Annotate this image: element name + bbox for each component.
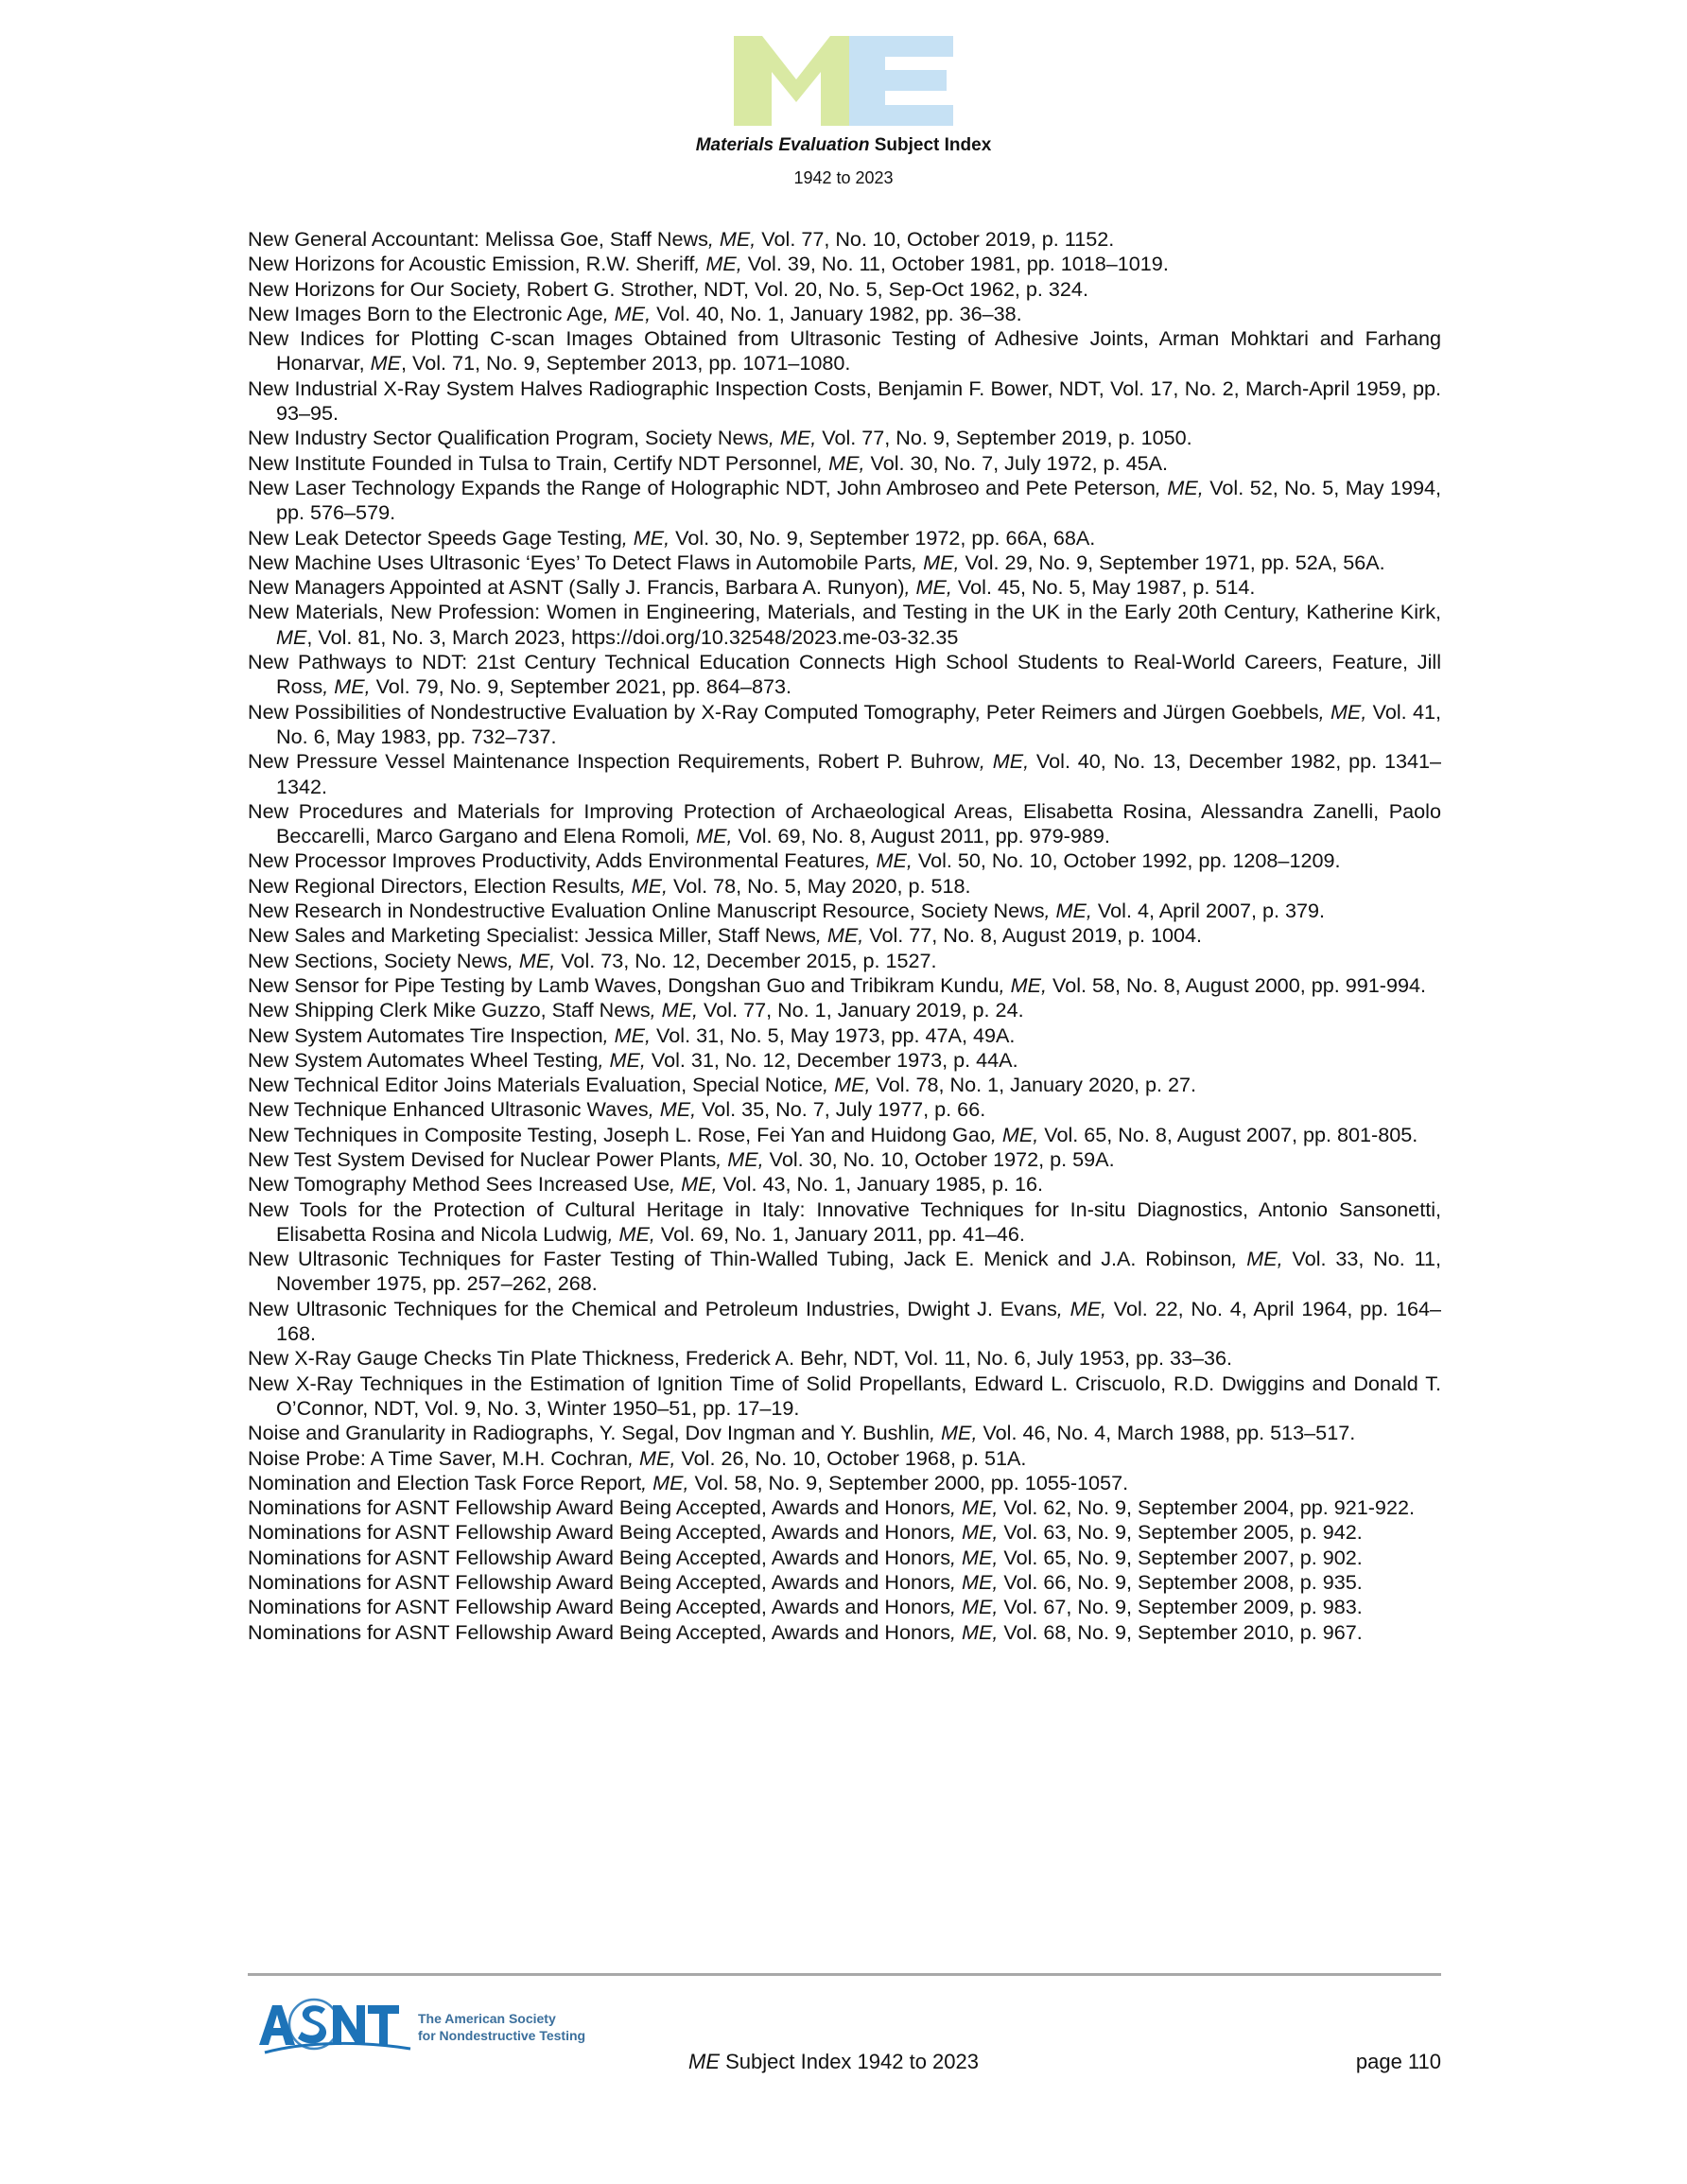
index-entry [248, 1023, 1441, 1048]
entry-title: New Industry Sector Qualification Program, Society News [248, 426, 769, 450]
entry-journal: , ME, [716, 1146, 764, 1171]
entry-citation: Vol. 45, No. 5, May 1987, p. 514. [951, 575, 1256, 600]
entry-title: New Technique Enhanced Ultrasonic Waves [248, 1097, 649, 1122]
index-entry [248, 1073, 1441, 1097]
entry-title: New Pressure Vessel Maintenance Inspection Requirements, Robert P. Buhrow [248, 749, 980, 774]
index-entry [248, 252, 1441, 276]
footer-index-title [688, 2050, 979, 2074]
entry-citation: Vol. 39, No. 11, October 1981, pp. 1018–1019. [741, 252, 1169, 276]
entry-journal: , ME, [322, 674, 371, 699]
entry-title: New Shipping Clerk Mike Guzzo, Staff News [248, 998, 651, 1022]
page-number: page 110 [1355, 2050, 1441, 2073]
index-entry [248, 1172, 1441, 1197]
entry-journal: , ME, [598, 1047, 646, 1072]
footer-divider [248, 1973, 1441, 1976]
entry-citation: Vol. 26, No. 10, October 1968, p. 51A. [675, 1445, 1027, 1470]
asnt-logo [259, 1998, 586, 2056]
entry-citation: Vol. 40, No. 1, January 1982, pp. 36–38. [651, 301, 1022, 325]
index-entry [248, 302, 1441, 326]
entry-journal: , ME, [817, 450, 865, 475]
entry-title: Nominations for ASNT Fellowship Award Being Accepted, Awards and Honors [248, 1545, 950, 1569]
entry-journal: , ME, [1318, 699, 1367, 724]
index-entry [248, 700, 1441, 750]
entry-citation: Vol. 78, No. 5, May 2020, p. 518. [668, 873, 971, 898]
index-entry [248, 1495, 1441, 1520]
index-entry [248, 1446, 1441, 1471]
entry-citation: Vol. 63, No. 9, September 2005, p. 942. [998, 1520, 1363, 1545]
logo-letter-m [734, 36, 849, 126]
index-entry [248, 1520, 1441, 1545]
entry-title: New Machine Uses Ultrasonic ‘Eyes’ To Detect Flaws in Automobile Parts [248, 550, 913, 574]
entry-citation: Vol. 31, No. 12, December 1973, p. 44A. [645, 1047, 1018, 1072]
entry-citation: Vol. 68, No. 9, September 2010, p. 967. [998, 1619, 1363, 1644]
entry-title: Nominations for ASNT Fellowship Award Being Accepted, Awards and Honors [248, 1619, 950, 1644]
index-entry [248, 227, 1441, 252]
entry-title: New Ultrasonic Techniques for the Chemical and Petroleum Industries, Dwight J. Evans [248, 1296, 1057, 1320]
entry-title: New Institute Founded in Tulsa to Train, Certify NDT Personnel [248, 450, 818, 475]
entry-journal: , ME, [694, 252, 742, 276]
entry-journal: , ME, [648, 1097, 697, 1122]
entry-journal: , ME, [864, 848, 913, 873]
index-entry [248, 1346, 1441, 1371]
index-entry [248, 575, 1441, 600]
entry-journal: , ME, [685, 824, 733, 848]
entry-journal: , ME, [1056, 1296, 1106, 1320]
entry-citation: Vol. 29, No. 9, September 1971, pp. 52A, 56A. [959, 550, 1385, 574]
index-entry [248, 1123, 1441, 1147]
entry-journal: , ME, [621, 525, 670, 550]
society-name-line1: The American Society [418, 2011, 556, 2026]
index-entry [248, 1570, 1441, 1595]
index-entry [248, 476, 1441, 526]
entry-title: New Ultrasonic Techniques for Faster Testing of Thin-Walled Tubing, Jack E. Menick and J.A. Robinson [248, 1247, 1232, 1271]
index-entry [248, 326, 1441, 376]
journal-name: Materials Evaluation [695, 135, 870, 155]
entry-title: New Tomography Method Sees Increased Use [248, 1172, 670, 1197]
entry-title: New Managers Appointed at ASNT (Sally J. Francis, Barbara A. Runyon) [248, 575, 905, 600]
title-suffix: Subject Index [869, 135, 992, 155]
footer-index-rest: Subject Index 1942 to 2023 [720, 2050, 979, 2073]
index-entry [248, 899, 1441, 923]
entry-title: New Techniques in Composite Testing, Joseph L. Rose, Fei Yan and Huidong Gao [248, 1122, 991, 1146]
entry-title: Nominations for ASNT Fellowship Award Being Accepted, Awards and Honors [248, 1495, 950, 1520]
entry-title: New Images Born to the Electronic Age [248, 301, 603, 325]
index-entry [248, 949, 1441, 973]
index-entry [248, 973, 1441, 998]
entry-journal: , ME, [1231, 1247, 1283, 1271]
entry-journal: , ME, [768, 426, 817, 450]
entry-journal: , ME, [904, 575, 952, 600]
entry-title: New System Automates Wheel Testing [248, 1047, 599, 1072]
index-entry [248, 1048, 1441, 1073]
entry-title: New Pathways to NDT: 21st Century Technical Education Connects High School Students to Real-World Careers, Feature, Jill Ross [248, 650, 1441, 699]
index-entry [248, 550, 1441, 575]
index-entry [248, 1620, 1441, 1645]
entry-journal: , ME, [950, 1619, 999, 1644]
entry-citation: Vol. 65, No. 9, September 2007, p. 902. [998, 1545, 1363, 1569]
asnt-wordmark [259, 2005, 399, 2045]
entry-citation: Vol. 79, No. 9, September 2021, pp. 864–873. [370, 674, 791, 699]
entry-title: New Sales and Marketing Specialist: Jessica Miller, Staff News [248, 923, 816, 948]
index-entry [248, 650, 1441, 700]
entry-journal: , ME, [990, 1122, 1039, 1146]
entry-journal: , ME, [628, 1445, 676, 1470]
entry-title: New General Accountant: Melissa Goe, Staff News [248, 227, 708, 251]
entry-journal: , ME, [602, 1022, 652, 1047]
entry-title: New Materials, New Profession: Women in Engineering, Materials, and Testing in the UK in the Early 20th Century, Katherine Kirk, [248, 600, 1441, 624]
index-entry [248, 426, 1441, 450]
entry-title: New Leak Detector Speeds Gage Testing [248, 525, 622, 550]
entry-title: New Industrial X-Ray System Halves Radiographic Inspection Costs, Benjamin F. Bower, NDT, Vol. 17, No. 2, March-April 1959, pp. 93–95. [248, 376, 1441, 426]
entry-citation: Vol. 73, No. 12, December 2015, p. 1527. [555, 948, 937, 972]
index-entry [248, 998, 1441, 1022]
entry-title: New Sensor for Pipe Testing by Lamb Waves, Dongshan Guo and Tribikram Kundu [248, 972, 1000, 997]
entry-title: New X-Ray Gauge Checks Tin Plate Thickness, Frederick A. Behr, NDT, Vol. 11, No. 6, July 1953, pp. 33–36. [248, 1346, 1233, 1371]
entry-journal: , ME, [950, 1570, 999, 1595]
entry-citation: Vol. 43, No. 1, January 1985, p. 16. [717, 1172, 1044, 1197]
entry-journal: , ME, [507, 948, 556, 972]
index-title [0, 135, 1687, 156]
entry-citation: Vol. 77, No. 1, January 2019, p. 24. [698, 998, 1024, 1022]
entry-title: New Sections, Society News [248, 948, 508, 972]
entry-journal: , ME, [670, 1172, 718, 1197]
entry-title: New Tools for the Protection of Cultural Heritage in Italy: Innovative Techniques for In-situ Diagnostics, Antonio Sansonetti, Elisabetta Rosina and Nicola Ludwig [248, 1197, 1441, 1246]
entry-citation: Vol. 62, No. 9, September 2004, pp. 921-922. [998, 1495, 1415, 1520]
entry-citation: Vol. 77, No. 9, September 2019, p. 1050. [816, 426, 1192, 450]
entry-title: Nominations for ASNT Fellowship Award Being Accepted, Awards and Honors [248, 1595, 950, 1619]
entry-journal: , ME, [1044, 899, 1092, 923]
entry-citation: Vol. 46, No. 4, March 1988, pp. 513–517. [977, 1421, 1356, 1445]
entry-journal: , ME, [641, 1470, 689, 1494]
index-entries [248, 227, 1441, 1645]
entry-title: New Technical Editor Joins Materials Evaluation, Special Notice [248, 1073, 824, 1097]
entry-citation: Vol. 52, No. 5, May 1994, pp. 576–579. [276, 475, 1441, 525]
entry-journal: , ME, [950, 1595, 999, 1619]
logo-letter-e [849, 36, 953, 126]
entry-citation: Vol. 65, No. 8, August 2007, pp. 801-805. [1038, 1122, 1418, 1146]
index-entry [248, 277, 1441, 302]
index-entry [248, 1297, 1441, 1347]
me-logo [734, 36, 953, 126]
index-entry [248, 1471, 1441, 1495]
entry-citation: Vol. 58, No. 8, August 2000, pp. 991-994. [1046, 972, 1426, 997]
index-entry [248, 1372, 1441, 1422]
entry-title: New Possibilities of Nondestructive Evaluation by X-Ray Computed Tomography, Peter Reimers and Jürgen Goebbels [248, 699, 1319, 724]
entry-title: New System Automates Tire Inspection [248, 1022, 603, 1047]
entry-journal: , ME, [950, 1495, 999, 1520]
index-entry [248, 526, 1441, 550]
entry-journal: , ME, [823, 1073, 871, 1097]
index-entry [248, 848, 1441, 873]
entry-title: New Research in Nondestructive Evaluation Online Manuscript Resource, Society News [248, 899, 1045, 923]
index-entry [248, 376, 1441, 427]
entry-title: Nominations for ASNT Fellowship Award Being Accepted, Awards and Honors [248, 1570, 950, 1595]
entry-citation: Vol. 67, No. 9, September 2009, p. 983. [998, 1595, 1363, 1619]
society-name-line2: for Nondestructive Testing [418, 2028, 586, 2043]
entry-citation: Vol. 30, No. 7, July 1972, p. 45A. [864, 450, 1169, 475]
index-entry [248, 1097, 1441, 1122]
entry-journal: , ME, [607, 1221, 655, 1246]
entry-title: New Horizons for Acoustic Emission, R.W. Sheriff [248, 252, 695, 276]
entry-title: Noise Probe: A Time Saver, M.H. Cochran [248, 1445, 629, 1470]
index-entry [248, 1247, 1441, 1297]
entry-citation: Vol. 50, No. 10, October 1992, pp. 1208–1209. [912, 848, 1341, 873]
entry-title: New Horizons for Our Society, Robert G. Strother, NDT, Vol. 20, No. 5, Sep-Oct 1962, p. 324. [248, 276, 1088, 301]
index-entry [248, 600, 1441, 650]
index-entry [248, 1197, 1441, 1248]
entry-citation: Vol. 77, No. 8, August 2019, p. 1004. [863, 923, 1203, 948]
entry-citation: Vol. 69, No. 8, August 2011, pp. 979-989. [732, 824, 1110, 848]
entry-citation: Vol. 33, No. 11, November 1975, pp. 257–262, 268. [276, 1247, 1441, 1296]
entry-citation: Vol. 4, April 2007, p. 379. [1091, 899, 1326, 923]
entry-title: Nominations for ASNT Fellowship Award Being Accepted, Awards and Honors [248, 1520, 950, 1545]
index-entry [248, 874, 1441, 899]
entry-journal: , ME, [602, 301, 652, 325]
index-years: 1942 to 2023 [793, 168, 894, 187]
entry-journal: , ME, [815, 923, 864, 948]
entry-title: New Regional Directors, Election Results [248, 873, 620, 898]
entry-citation: Vol. 66, No. 9, September 2008, p. 935. [998, 1570, 1363, 1595]
entry-journal: , ME, [1155, 475, 1204, 499]
index-entry [248, 1546, 1441, 1570]
entry-citation: Vol. 58, No. 9, September 2000, pp. 1055-1057. [688, 1470, 1129, 1494]
index-entry [248, 799, 1441, 849]
entry-citation: Vol. 31, No. 5, May 1973, pp. 47A, 49A. [651, 1022, 1016, 1047]
entry-citation: Vol. 22, No. 4, April 1964, pp. 164–168. [276, 1296, 1442, 1346]
entry-citation: Vol. 78, No. 1, January 2020, p. 27. [870, 1073, 1197, 1097]
entry-citation: Vol. 41, No. 6, May 1983, pp. 732–737. [276, 699, 1441, 748]
entry-journal: ME [276, 624, 307, 649]
entry-journal: , ME, [950, 1545, 999, 1569]
entry-citation: Vol. 69, No. 1, January 2011, pp. 41–46. [654, 1221, 1025, 1246]
entry-title: New Test System Devised for Nuclear Power Plants [248, 1146, 717, 1171]
entry-title: New Laser Technology Expands the Range of Holographic NDT, John Ambroseo and Pete Peterson [248, 475, 1156, 499]
entry-citation: Vol. 35, No. 7, July 1977, p. 66. [696, 1097, 986, 1122]
index-entry [248, 749, 1441, 799]
entry-citation: Vol. 30, No. 10, October 1972, p. 59A. [763, 1146, 1115, 1171]
index-entry [248, 923, 1441, 948]
entry-journal: , ME, [999, 972, 1047, 997]
entry-citation: , Vol. 71, No. 9, September 2013, pp. 1071–1080. [401, 351, 851, 376]
entry-title: Noise and Granularity in Radiographs, Y. Segal, Dov Ingman and Y. Bushlin [248, 1421, 930, 1445]
index-entry [248, 1147, 1441, 1172]
entry-title: New Procedures and Materials for Improving Protection of Archaeological Areas, Elisabetta Rosina, Alessandra Zanelli, Paolo Beccarelli, Marco Gargano and Elena Romoli [248, 798, 1441, 848]
entry-title: New Indices for Plotting C-scan Images Obtained from Ultrasonic Testing of Adhesive Joints, Arman Mohktari and Farhang Honarvar, [248, 326, 1441, 376]
entry-title: New X-Ray Techniques in the Estimation of Ignition Time of Solid Propellants, Edward L. Criscuolo, R.D. Dwiggins and Donald T. O’Connor, NDT, Vol. 9, No. 3, Winter 1950–51, pp. 17–19. [248, 1371, 1441, 1420]
entry-title: New Processor Improves Productivity, Adds Environmental Features [248, 848, 865, 873]
footer-me: ME [688, 2050, 720, 2073]
entry-citation: Vol. 40, No. 13, December 1982, pp. 1341–1342. [276, 749, 1441, 798]
entry-journal: , ME, [619, 873, 669, 898]
index-entry [248, 1595, 1441, 1619]
entry-journal: , ME, [650, 998, 699, 1022]
entry-title: Nomination and Election Task Force Report [248, 1470, 642, 1494]
index-entry [248, 1421, 1441, 1445]
entry-journal: , ME, [950, 1520, 999, 1545]
entry-citation: Vol. 30, No. 9, September 1972, pp. 66A, 68A. [670, 525, 1096, 550]
entry-journal: ME [370, 351, 402, 376]
entry-journal: , ME, [912, 550, 960, 574]
entry-citation: , Vol. 81, No. 3, March 2023, https://doi.org/10.32548/2023.me-03-32.35 [306, 624, 959, 649]
entry-journal: , ME, [930, 1421, 978, 1445]
entry-journal: , ME, [979, 749, 1030, 774]
entry-citation: Vol. 77, No. 10, October 2019, p. 1152. [756, 227, 1115, 251]
index-entry [248, 451, 1441, 476]
entry-journal: , ME, [707, 227, 757, 251]
